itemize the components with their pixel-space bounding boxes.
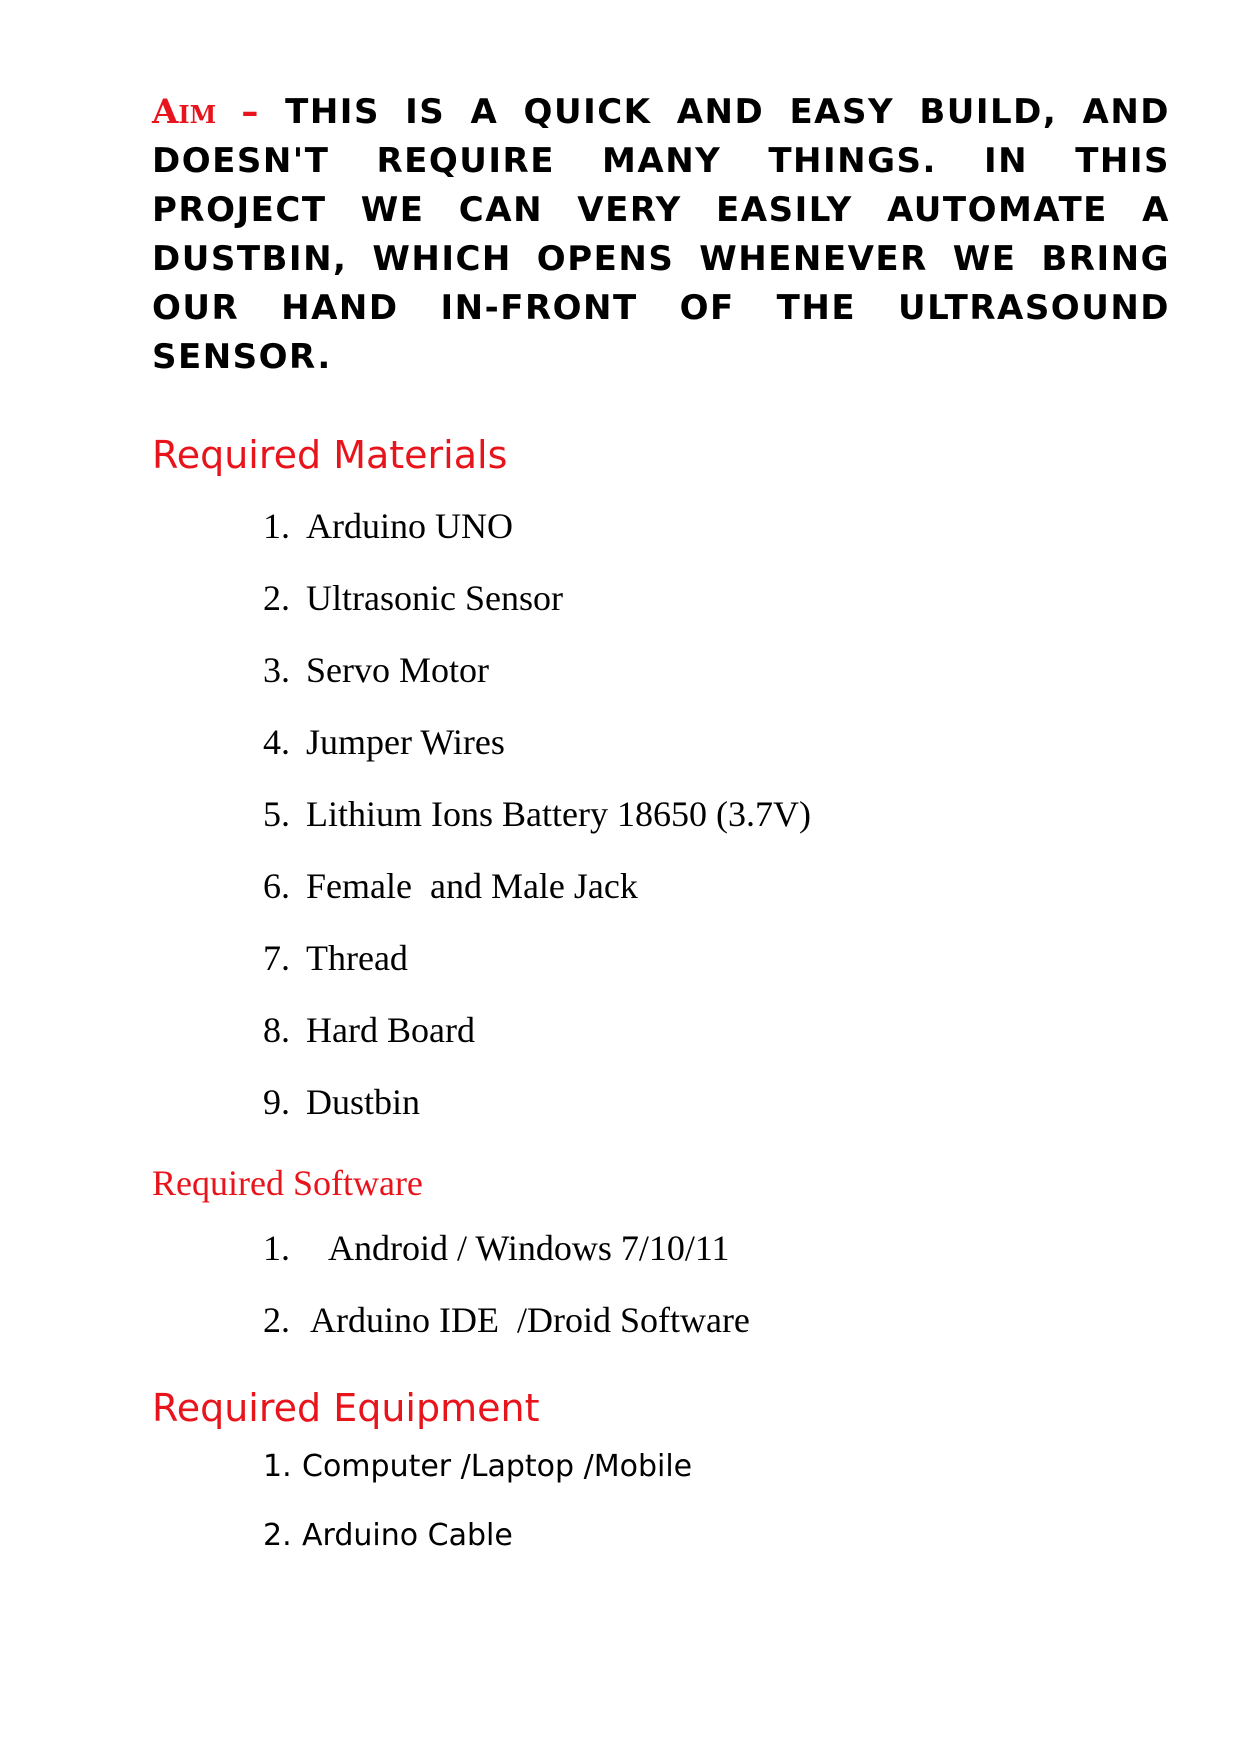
list-item-label: Female and Male Jack (306, 866, 638, 906)
list-item-label: Arduino UNO (306, 506, 513, 546)
list-item-number: 8. (263, 1010, 290, 1050)
list-item-number: 7. (263, 938, 290, 978)
list-item-label: Arduino IDE /Droid Software (310, 1300, 750, 1340)
list-item-number: 2. (263, 578, 290, 618)
list-item-number: 5. (263, 794, 290, 834)
list-item-number: 3. (263, 650, 290, 690)
list-item-number: 9. (263, 1082, 290, 1122)
software-heading: Required Software (152, 1163, 423, 1203)
list-item-label: Ultrasonic Sensor (306, 578, 563, 618)
list-item-number: 1. (263, 1449, 292, 1484)
list-item-label: Dustbin (306, 1082, 421, 1122)
list-item-label: Thread (306, 938, 408, 978)
list-item-number: 4. (263, 722, 290, 762)
list-item-label: Android / Windows 7/10/11 (328, 1228, 730, 1268)
aim-label: Aim (152, 92, 217, 132)
list-item-number: 2. (263, 1300, 290, 1340)
aim-paragraph (152, 88, 1170, 382)
list-item-number: 1. (263, 506, 290, 546)
list-item-label: Servo Motor (306, 650, 489, 690)
list-item-label: Lithium Ions Battery 18650 (3.7V) (306, 794, 811, 834)
list-item-label: Jumper Wires (306, 722, 505, 762)
materials-heading: Required Materials (152, 433, 508, 477)
aim-dash: – (241, 92, 260, 132)
list-item-label: Hard Board (306, 1010, 475, 1050)
aim-text: THIS IS A QUICK AND EASY BUILD, AND DOESN'T REQUIRE MANY THINGS. IN THIS PROJECT WE CAN VERY EASILY AUTOMATE A DUSTBIN, WHICH OPENS WHENEVER WE BRING OUR HAND IN-FRONT OF THE ULTRASOUND SENSOR. (152, 92, 1171, 377)
equipment-heading: Required Equipment (152, 1386, 540, 1430)
list-item-label: Computer /Laptop /Mobile (302, 1449, 693, 1484)
list-item-label: Arduino Cable (302, 1518, 513, 1553)
list-item-number: 6. (263, 866, 290, 906)
list-item-number: 2. (263, 1518, 292, 1553)
list-item-number: 1. (263, 1228, 290, 1268)
